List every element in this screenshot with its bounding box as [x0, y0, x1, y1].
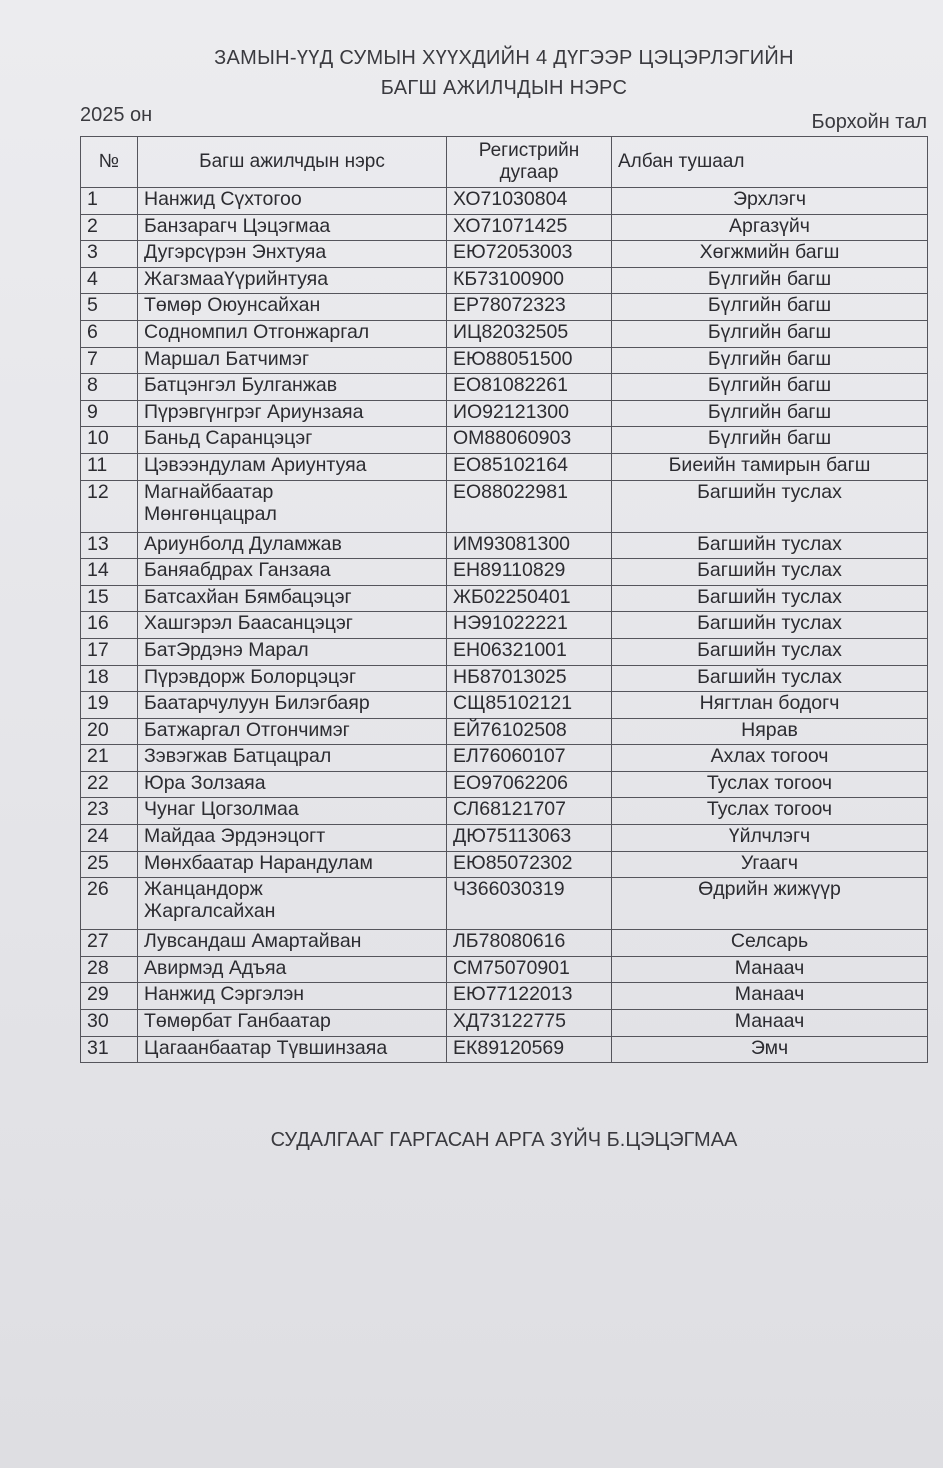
cell-name-text: Цагаанбаатар Түвшинзаяа: [144, 1036, 388, 1059]
cell-no-text: 27: [87, 930, 109, 953]
cell-name-text: Пүрэвдорж Болорцэцэг: [144, 665, 357, 688]
cell-position-text: Бүлгийн багш: [707, 400, 832, 423]
cell-register: [447, 771, 612, 798]
cell-register-text: ЛБ78080616: [453, 930, 566, 953]
table-row: [81, 480, 928, 532]
cell-register-text: ЕО85102164: [453, 453, 568, 476]
cell-no-text: 28: [87, 956, 109, 979]
cell-position-text: Багшийн туслах: [697, 665, 842, 688]
cell-position-text: Эмч: [750, 1036, 789, 1059]
cell-name-text: Магнайбаатар: [144, 480, 274, 503]
cell-register: [447, 692, 612, 719]
cell-name: [138, 851, 447, 878]
cell-name: [138, 214, 447, 241]
header-name: Багш ажилчдын нэрс: [138, 137, 447, 188]
cell-register-text: ХО71030804: [453, 188, 568, 210]
cell-position: [612, 745, 928, 772]
table-row: [81, 1036, 928, 1063]
cell-register-text: ИЦ82032505: [453, 320, 569, 343]
table-row: [81, 745, 928, 772]
cell-position-text: Аргазүйч: [729, 214, 810, 237]
cell-register: [447, 585, 612, 612]
cell-name-text: Ариунболд Дуламжав: [144, 532, 342, 555]
cell-name-line2: Жаргалсайхан: [144, 900, 276, 923]
cell-name: [138, 559, 447, 586]
table-row: [81, 692, 928, 719]
cell-name: [138, 692, 447, 719]
cell-register-text: ЕН06321001: [453, 638, 567, 661]
document-title-line1: ЗАМЫН-ҮҮД СУМЫН ХҮҮХДИЙН 4 ДҮГЭЭР ЦЭЦЭРЛЭГИЙН: [214, 47, 794, 69]
staff-table: [80, 136, 928, 1063]
cell-position: [612, 188, 928, 215]
cell-name-text: Батжаргал Отгончимэг: [144, 718, 350, 741]
cell-no: [81, 559, 138, 586]
cell-position: [612, 453, 928, 480]
cell-name-text: Дугэрсүрэн Энхтуяа: [144, 241, 327, 264]
table-row: [81, 798, 928, 825]
table-row: [81, 851, 928, 878]
cell-register-text: ЕЮ88051500: [453, 347, 573, 370]
cell-no-text: 10: [87, 427, 109, 450]
cell-no-text: 25: [87, 851, 109, 874]
cell-position: [612, 665, 928, 692]
cell-name-text: Банзарагч Цэцэгмаа: [144, 214, 331, 237]
cell-no: [81, 585, 138, 612]
cell-no: [81, 638, 138, 665]
cell-register-text: ЧЗ66030319: [453, 878, 565, 901]
cell-register: [447, 718, 612, 745]
table-row: [81, 320, 928, 347]
cell-no-text: 4: [87, 267, 98, 290]
cell-no: [81, 612, 138, 639]
cell-register: [447, 294, 612, 321]
document-footer: СУДАЛГААГ ГАРГАСАН АРГА ЗҮЙЧ Б.ЦЭЦЭГМАА: [270, 1129, 738, 1151]
cell-position: [612, 427, 928, 454]
cell-name: [138, 320, 447, 347]
table-row: [81, 930, 928, 957]
cell-no-text: 15: [87, 585, 109, 608]
cell-name-text: Авирмэд Адъяа: [144, 956, 287, 979]
cell-register: [447, 825, 612, 852]
table-row: [81, 347, 928, 374]
cell-name: [138, 825, 447, 852]
cell-no: [81, 692, 138, 719]
table-row: [81, 612, 928, 639]
cell-register-text: ЕК89120569: [453, 1036, 565, 1059]
cell-position: [612, 214, 928, 241]
cell-position-text: Бүлгийн багш: [707, 294, 832, 317]
cell-name-text: Майдаа Эрдэнэцогт: [144, 825, 326, 848]
cell-name: [138, 241, 447, 268]
cell-no: [81, 665, 138, 692]
cell-position: [612, 692, 928, 719]
cell-position: [612, 347, 928, 374]
cell-position: [612, 480, 928, 532]
cell-register: [447, 612, 612, 639]
cell-position-text: Бүлгийн багш: [707, 320, 832, 343]
cell-register-text: ЕО81082261: [453, 374, 568, 397]
cell-register-text: ЕЛ76060107: [453, 745, 566, 768]
cell-name: [138, 798, 447, 825]
cell-no-text: 14: [87, 559, 109, 582]
cell-register-text: ДЮ75113063: [453, 825, 572, 848]
cell-position: [612, 374, 928, 401]
cell-register: [447, 1036, 612, 1063]
cell-name: [138, 453, 447, 480]
cell-no-text: 13: [87, 532, 109, 555]
cell-name: [138, 267, 447, 294]
cell-name: [138, 665, 447, 692]
cell-register: [447, 983, 612, 1010]
cell-no-text: 7: [87, 347, 98, 370]
cell-position-text: Багшийн туслах: [697, 559, 842, 582]
table-row: [81, 532, 928, 559]
cell-position-text: Угаагч: [740, 851, 799, 874]
table-row: [81, 825, 928, 852]
cell-position-text: Манаач: [734, 956, 805, 979]
cell-register: [447, 374, 612, 401]
cell-position: [612, 585, 928, 612]
cell-name: [138, 400, 447, 427]
cell-name-text: Нанжид Сүхтогоо: [144, 188, 302, 210]
cell-position: [612, 718, 928, 745]
cell-position-text: Бүлгийн багш: [707, 267, 832, 290]
cell-register: [447, 400, 612, 427]
cell-name-text: Батсахйан Бямбацэцэг: [144, 585, 352, 608]
cell-position: [612, 320, 928, 347]
cell-position-text: Туслах тогооч: [706, 798, 833, 821]
cell-no: [81, 453, 138, 480]
cell-position-text: Туслах тогооч: [706, 771, 833, 794]
cell-no-text: 18: [87, 665, 109, 688]
table-row: [81, 718, 928, 745]
header-register: [447, 137, 612, 188]
cell-name: [138, 480, 447, 532]
cell-name-text: Чунаг Цогзолмаа: [144, 798, 299, 821]
table-header-row: [81, 137, 928, 188]
cell-name-text: Содномпил Отгонжаргал: [144, 320, 370, 343]
cell-name: [138, 983, 447, 1010]
cell-position: [612, 771, 928, 798]
cell-position: [612, 241, 928, 268]
cell-no: [81, 241, 138, 268]
cell-position-text: Ахлах тогооч: [710, 745, 829, 768]
cell-name: [138, 612, 447, 639]
cell-register: [447, 878, 612, 930]
cell-register: [447, 532, 612, 559]
cell-position-text: Багшийн туслах: [697, 532, 842, 555]
cell-no-text: 23: [87, 798, 109, 821]
cell-name: [138, 347, 447, 374]
header-no: №: [81, 137, 138, 188]
cell-register: [447, 638, 612, 665]
table-row: [81, 638, 928, 665]
cell-position-text: Багшийн туслах: [697, 480, 842, 503]
header-position: Албан тушаал: [612, 137, 928, 188]
cell-register-text: НБ87013025: [453, 665, 567, 688]
cell-position: [612, 851, 928, 878]
cell-name-text: БатЭрдэнэ Марал: [144, 638, 309, 661]
cell-name-text: Цэвээндулам Ариунтуяа: [144, 453, 367, 476]
cell-no: [81, 878, 138, 930]
cell-name: [138, 878, 447, 930]
cell-no-text: 19: [87, 692, 109, 715]
cell-no-text: 3: [87, 241, 98, 264]
cell-register: [447, 745, 612, 772]
cell-position-text: Хөгжмийн багш: [699, 241, 840, 264]
cell-no-text: 17: [87, 638, 109, 661]
table-row: [81, 214, 928, 241]
cell-position-text: Үйлчлэгч: [728, 825, 811, 848]
cell-no: [81, 745, 138, 772]
cell-position-text: Багшийн туслах: [697, 638, 842, 661]
cell-register-text: ЕЙ76102508: [453, 718, 567, 741]
document-title-line2: БАГШ АЖИЛЧДЫН НЭРС: [380, 77, 628, 99]
cell-register-text: ОМ88060903: [453, 427, 572, 450]
header-register-line1: Регистрийн: [478, 140, 580, 161]
cell-register: [447, 427, 612, 454]
cell-register-text: ЕР78072323: [453, 294, 566, 317]
cell-name: [138, 745, 447, 772]
cell-position-text: Манаач: [734, 983, 805, 1006]
cell-register-text: ХД73122775: [453, 1010, 566, 1033]
cell-no: [81, 480, 138, 532]
cell-name: [138, 585, 447, 612]
document-place: Борхойн тал: [811, 111, 927, 133]
cell-no: [81, 718, 138, 745]
cell-position: [612, 400, 928, 427]
cell-no: [81, 214, 138, 241]
cell-name-text: Пүрэвгүнгрэг Ариунзаяа: [144, 400, 364, 423]
cell-register: [447, 956, 612, 983]
cell-position: [612, 612, 928, 639]
cell-position-text: Өдрийн жижүүр: [698, 878, 841, 901]
cell-no-text: 6: [87, 320, 98, 343]
cell-register: [447, 347, 612, 374]
cell-no: [81, 427, 138, 454]
cell-register-text: СЛ68121707: [453, 798, 566, 821]
cell-register-text: ИМ93081300: [453, 532, 571, 555]
cell-name: [138, 718, 447, 745]
cell-name-text: Юра Золзаяа: [144, 771, 266, 794]
table-row: [81, 771, 928, 798]
cell-register: [447, 851, 612, 878]
table-row: [81, 665, 928, 692]
cell-no: [81, 320, 138, 347]
cell-register-text: ЕЮ85072302: [453, 851, 573, 874]
cell-name-text: Төмөрбат Ганбаатар: [144, 1010, 331, 1033]
cell-register: [447, 665, 612, 692]
cell-position: [612, 878, 928, 930]
cell-register: [447, 267, 612, 294]
cell-register-text: ЕЮ72053003: [453, 241, 573, 264]
cell-position-text: Бүлгийн багш: [707, 427, 832, 450]
cell-register: [447, 214, 612, 241]
cell-no: [81, 983, 138, 1010]
cell-no: [81, 374, 138, 401]
table-row: [81, 241, 928, 268]
cell-position: [612, 1036, 928, 1063]
cell-name-text: Баняабдрах Ганзаяа: [144, 559, 331, 582]
cell-name-text: Лувсандаш Амартайван: [144, 930, 362, 953]
cell-no-text: 9: [87, 400, 98, 423]
cell-no-text: 16: [87, 612, 109, 635]
cell-register-text: СМ75070901: [453, 956, 570, 979]
cell-name: [138, 638, 447, 665]
cell-position-text: Бүлгийн багш: [707, 374, 832, 397]
cell-no-text: 26: [87, 878, 109, 901]
cell-position: [612, 930, 928, 957]
table-row: [81, 878, 928, 930]
cell-no: [81, 771, 138, 798]
cell-register: [447, 188, 612, 215]
cell-name-text: Баатарчулуун Билэгбаяр: [144, 692, 370, 715]
document-year: 2025 он: [80, 104, 153, 126]
cell-no-text: 31: [87, 1036, 109, 1059]
table-row: [81, 559, 928, 586]
cell-register-text: НЭ91022221: [453, 612, 568, 635]
cell-position-text: Багшийн туслах: [697, 585, 842, 608]
cell-position: [612, 267, 928, 294]
cell-position-text: Бүлгийн багш: [707, 347, 832, 370]
cell-no: [81, 532, 138, 559]
cell-no: [81, 294, 138, 321]
cell-no-text: 30: [87, 1010, 109, 1033]
cell-no-text: 1: [87, 188, 98, 210]
cell-no: [81, 267, 138, 294]
table-row: [81, 188, 928, 215]
cell-name: [138, 532, 447, 559]
cell-no-text: 22: [87, 771, 109, 794]
cell-no: [81, 825, 138, 852]
cell-name-text: Хашгэрэл Баасанцэцэг: [144, 612, 353, 635]
table-row: [81, 400, 928, 427]
cell-register-text: СЩ85102121: [453, 692, 573, 715]
cell-no-text: 24: [87, 825, 109, 848]
cell-register-text: ЕЮ77122013: [453, 983, 573, 1006]
cell-no-text: 29: [87, 983, 109, 1006]
cell-no-text: 5: [87, 294, 98, 317]
cell-name: [138, 427, 447, 454]
cell-position: [612, 559, 928, 586]
cell-position-text: Биеийн тамирын багш: [668, 453, 871, 476]
table-row: [81, 427, 928, 454]
cell-name: [138, 1036, 447, 1063]
cell-name: [138, 1010, 447, 1037]
cell-position-text: Эрхлэгч: [733, 188, 806, 210]
cell-no: [81, 188, 138, 215]
cell-no-text: 21: [87, 745, 109, 768]
table-row: [81, 1010, 928, 1037]
cell-name-text: Баньд Саранцэцэг: [144, 427, 313, 450]
cell-register-text: ЕО97062206: [453, 771, 568, 794]
staff-table-body: [81, 188, 928, 1063]
cell-register: [447, 480, 612, 532]
cell-register: [447, 241, 612, 268]
cell-name-text: Маршал Батчимэг: [144, 347, 310, 370]
cell-no: [81, 851, 138, 878]
cell-name: [138, 188, 447, 215]
cell-register-text: ЕН89110829: [453, 559, 566, 582]
header-register-line2: дугаар: [499, 162, 559, 183]
cell-name-text: Зэвэгжав Батцацрал: [144, 745, 332, 768]
cell-no-text: 12: [87, 480, 109, 503]
cell-name: [138, 930, 447, 957]
table-row: [81, 453, 928, 480]
cell-no-text: 8: [87, 374, 98, 397]
cell-position: [612, 983, 928, 1010]
cell-position-text: Манаач: [734, 1010, 805, 1033]
cell-no: [81, 798, 138, 825]
cell-position: [612, 638, 928, 665]
table-row: [81, 267, 928, 294]
cell-position-text: Нягтлан бодогч: [699, 692, 840, 715]
cell-name: [138, 294, 447, 321]
cell-register: [447, 930, 612, 957]
cell-register: [447, 453, 612, 480]
table-row: [81, 374, 928, 401]
cell-name-text: Батцэнгэл Булганжав: [144, 374, 338, 397]
cell-no-text: 20: [87, 718, 109, 741]
table-row: [81, 956, 928, 983]
cell-name: [138, 374, 447, 401]
cell-register: [447, 320, 612, 347]
cell-name-text: Жанцандорж: [144, 878, 263, 901]
cell-position-text: Нярав: [741, 718, 798, 741]
cell-no-text: 2: [87, 214, 98, 237]
table-row: [81, 585, 928, 612]
cell-position: [612, 825, 928, 852]
cell-name: [138, 771, 447, 798]
cell-name-text: Нанжид Сэргэлэн: [144, 983, 305, 1006]
table-row: [81, 294, 928, 321]
cell-position-text: Селсарь: [730, 930, 809, 953]
cell-name-text: Мөнхбаатар Нарандулам: [144, 851, 373, 874]
cell-register-text: ИО92121300: [453, 400, 569, 423]
cell-no: [81, 930, 138, 957]
cell-position: [612, 798, 928, 825]
cell-no: [81, 400, 138, 427]
cell-position-text: Багшийн туслах: [697, 612, 842, 635]
cell-name-line2: Мөнгөнцацрал: [144, 502, 277, 525]
cell-position: [612, 956, 928, 983]
cell-no: [81, 1010, 138, 1037]
cell-register-text: ЖБ02250401: [453, 585, 571, 608]
cell-register: [447, 1010, 612, 1037]
cell-name-text: ЖагзмааҮүрийнтуяа: [144, 267, 329, 290]
cell-position: [612, 532, 928, 559]
cell-no: [81, 1036, 138, 1063]
cell-no: [81, 956, 138, 983]
cell-register-text: ЕО88022981: [453, 480, 568, 503]
cell-name-text: Төмөр Оюунсайхан: [144, 294, 321, 317]
cell-name: [138, 956, 447, 983]
cell-position: [612, 1010, 928, 1037]
cell-register: [447, 559, 612, 586]
cell-register: [447, 798, 612, 825]
cell-register-text: ХО71071425: [453, 214, 568, 237]
table-row: [81, 983, 928, 1010]
cell-register-text: КБ73100900: [453, 267, 564, 290]
cell-position: [612, 294, 928, 321]
cell-no-text: 11: [87, 453, 108, 476]
cell-no: [81, 347, 138, 374]
